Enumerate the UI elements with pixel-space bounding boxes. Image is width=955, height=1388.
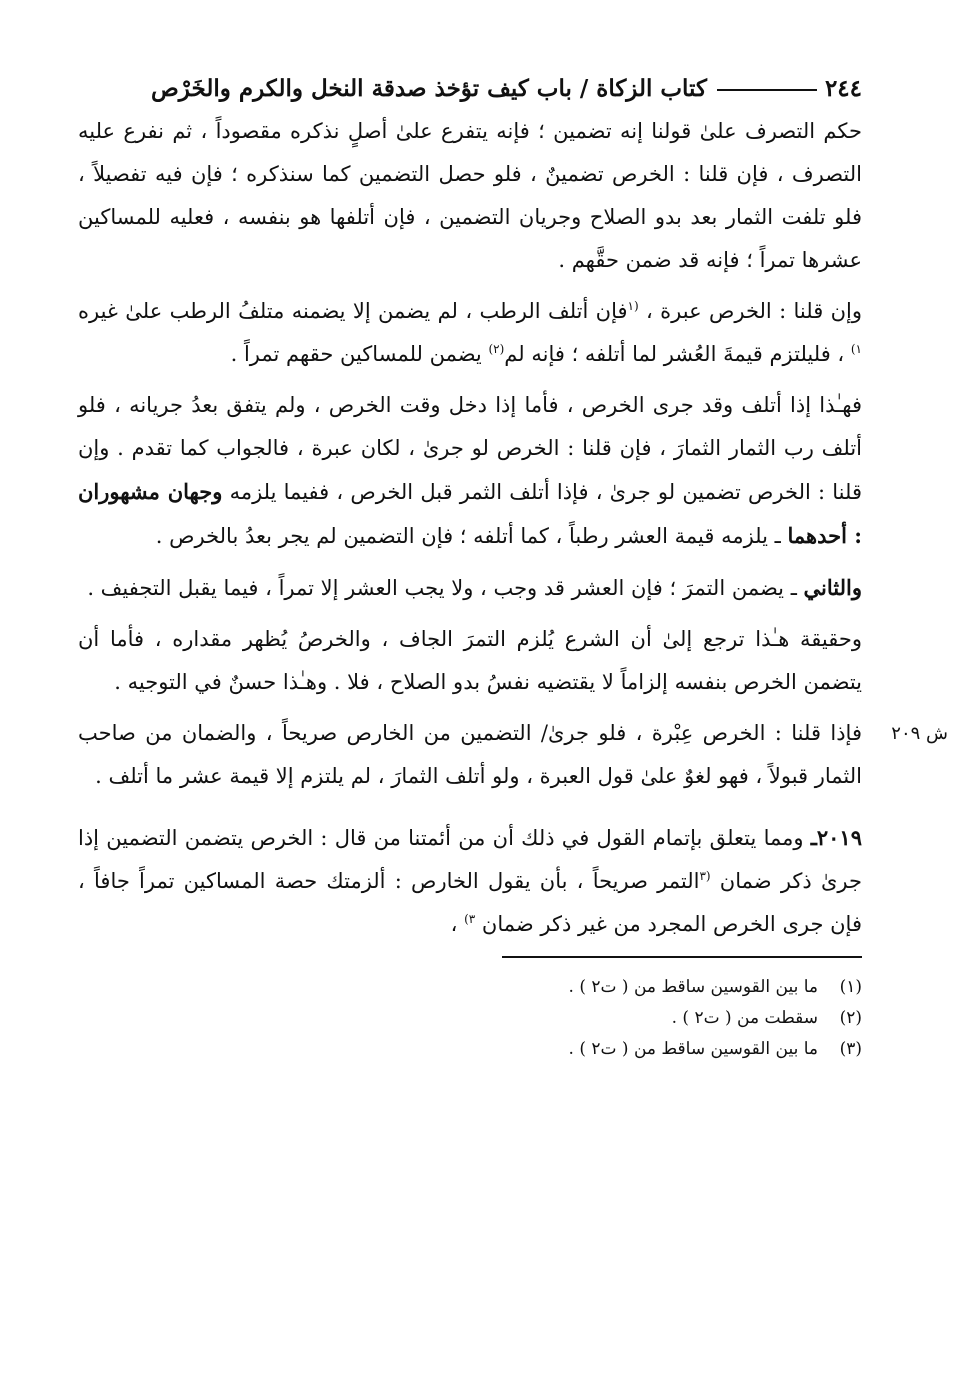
bold-phrase: وجهان مشهوران : أحدهما (78, 479, 862, 548)
paragraph-5: وحقيقة هـٰذا ترجع إلىٰ أن الشرع يُلزم التمرَ الجاف ، والخرصُ يُظهر مقداره ، فأما أن يتضمن الخرص بنفسه إلزاماً لا يقتضيه نفسُ بدو الصلاح ، فلا . وهـٰذا حسنٌ في التوجيه . (78, 627, 862, 694)
footnote-ref-1-open: (١ (627, 299, 639, 313)
footnote-number: (١) (839, 977, 862, 997)
paragraph-6: فإذا قلنا : الخرص عِبْرة ، فلو جرىٰ/ التضمين من الخارص صريحاً ، والضمان من صاحب الثمار قبولاً ، فهو لغوٌ علىٰ قول العبرة ، ولو أتلف الثمارَ ، لم يلتزم إلا قيمة عشر ما أتلف . (78, 721, 862, 788)
footnote-divider (502, 956, 862, 958)
footnote-2 (78, 1003, 862, 1034)
margin-folio-note: ش ٢٠٩ (891, 723, 948, 744)
footnote-ref-2: (٢) (488, 342, 505, 356)
issue-number: ٢٠١٩ـ (810, 825, 862, 850)
footnote-text: سقطت من ( ت٢ ) . (671, 1008, 818, 1028)
footnote-3 (78, 1034, 862, 1065)
footnote-number: (٢) (839, 1008, 862, 1028)
header-title: كتاب الزكاة / باب كيف تؤخذ صدقة النخل والكرم والخَرْص (150, 74, 707, 102)
footnotes (78, 972, 862, 1065)
paragraph-2: وإن قلنا : الخرص عبرة ، $^{(١}$فإن أتلف الرطب ، لم يضمن إلا يضمنه متلفُ الرطب علىٰ غيره $^{١)}$ ، فليلتزم قيمةَ العُشر لما أتلفه ؛ فإنه لم$^{(٢)}$ يضمن للمساكين حقهم تمراً . (78, 299, 863, 366)
bold-phrase: والثاني (803, 575, 862, 600)
footnote-text: ما بين القوسين ساقط من ( ت٢ ) . (568, 977, 818, 997)
footnote-ref-3-open: (٣ (699, 869, 711, 883)
footnote-text: ما بين القوسين ساقط من ( ت٢ ) . (568, 1039, 818, 1059)
footnote-1 (78, 972, 862, 1003)
paragraph-4: والثاني ـ يضمن التمرَ ؛ فإن العشر قد وجب ، ولا يجب العشر إلا تمراً ، فيما يقبل التجفيف . (87, 575, 862, 600)
footnote-ref-1-close: ١) (850, 342, 862, 356)
footnote-ref-3-close: ٣) (464, 912, 476, 926)
paragraph-3: فهـٰذا إذا أتلف وقد جرى الخرص ، فأما إذا دخل وقت الخرص ، ولم يتفق بعدُ جريانه ، فلو أتلف رب الثمار الثمارَ ، فإن قلنا : الخرص لو جرىٰ ، لكان عبرة ، فالجواب كما تقدم . وإن قلنا : الخرص تضمين لو جرىٰ ، فإذا أتلف الثمر قبل الخرص ، ففيما يلزمه وجهان مشهوران : أحدهما ـ يلزمه قيمة العشر رطباً ، كما أتلفه ؛ فإن التضمين لم يجر بعدُ بالخرص . (78, 393, 862, 548)
running-header (78, 70, 862, 106)
paragraph-1: حكم التصرف علىٰ قولنا إنه تضمين ؛ فإنه يتفرع علىٰ أصلٍ نذكره مقصوداً ، ثم نفرع عليه التصرف ، فإن قلنا : الخرص تضمينٌ ، فلو حصل التضمين كما سنذكره ؛ فإن فيه تفصيلاً ، فلو تلفت الثمار بعد بدو الصلاح وجريان التضمين ، فإن أتلفها هو بنفسه ، فعليه للمساكين عشرها تمراً ؛ فإنه قد ضمن حقَّهم . (78, 119, 862, 272)
header-rule (717, 89, 817, 91)
footnote-number: (٣) (839, 1039, 862, 1059)
book-page (78, 70, 948, 1370)
paragraph-6-wrap (78, 712, 948, 798)
paragraph-7: ٢٠١٩ـ ومما يتعلق بإتمام القول في ذلك أن من أئمتنا من قال : الخرص يتضمن التضمين إذا جرىٰ ذكر ضمان $^{(٣}$التمر صريحاً ، بأن يقول الخارص : ألزمتك حصة المساكين تمراً جافاً ، فإن جرى الخرص المجرد من غير ذكر ضمان $^{٣)}$ ، (78, 825, 862, 936)
page-number: ٢٤٤ (824, 74, 862, 102)
